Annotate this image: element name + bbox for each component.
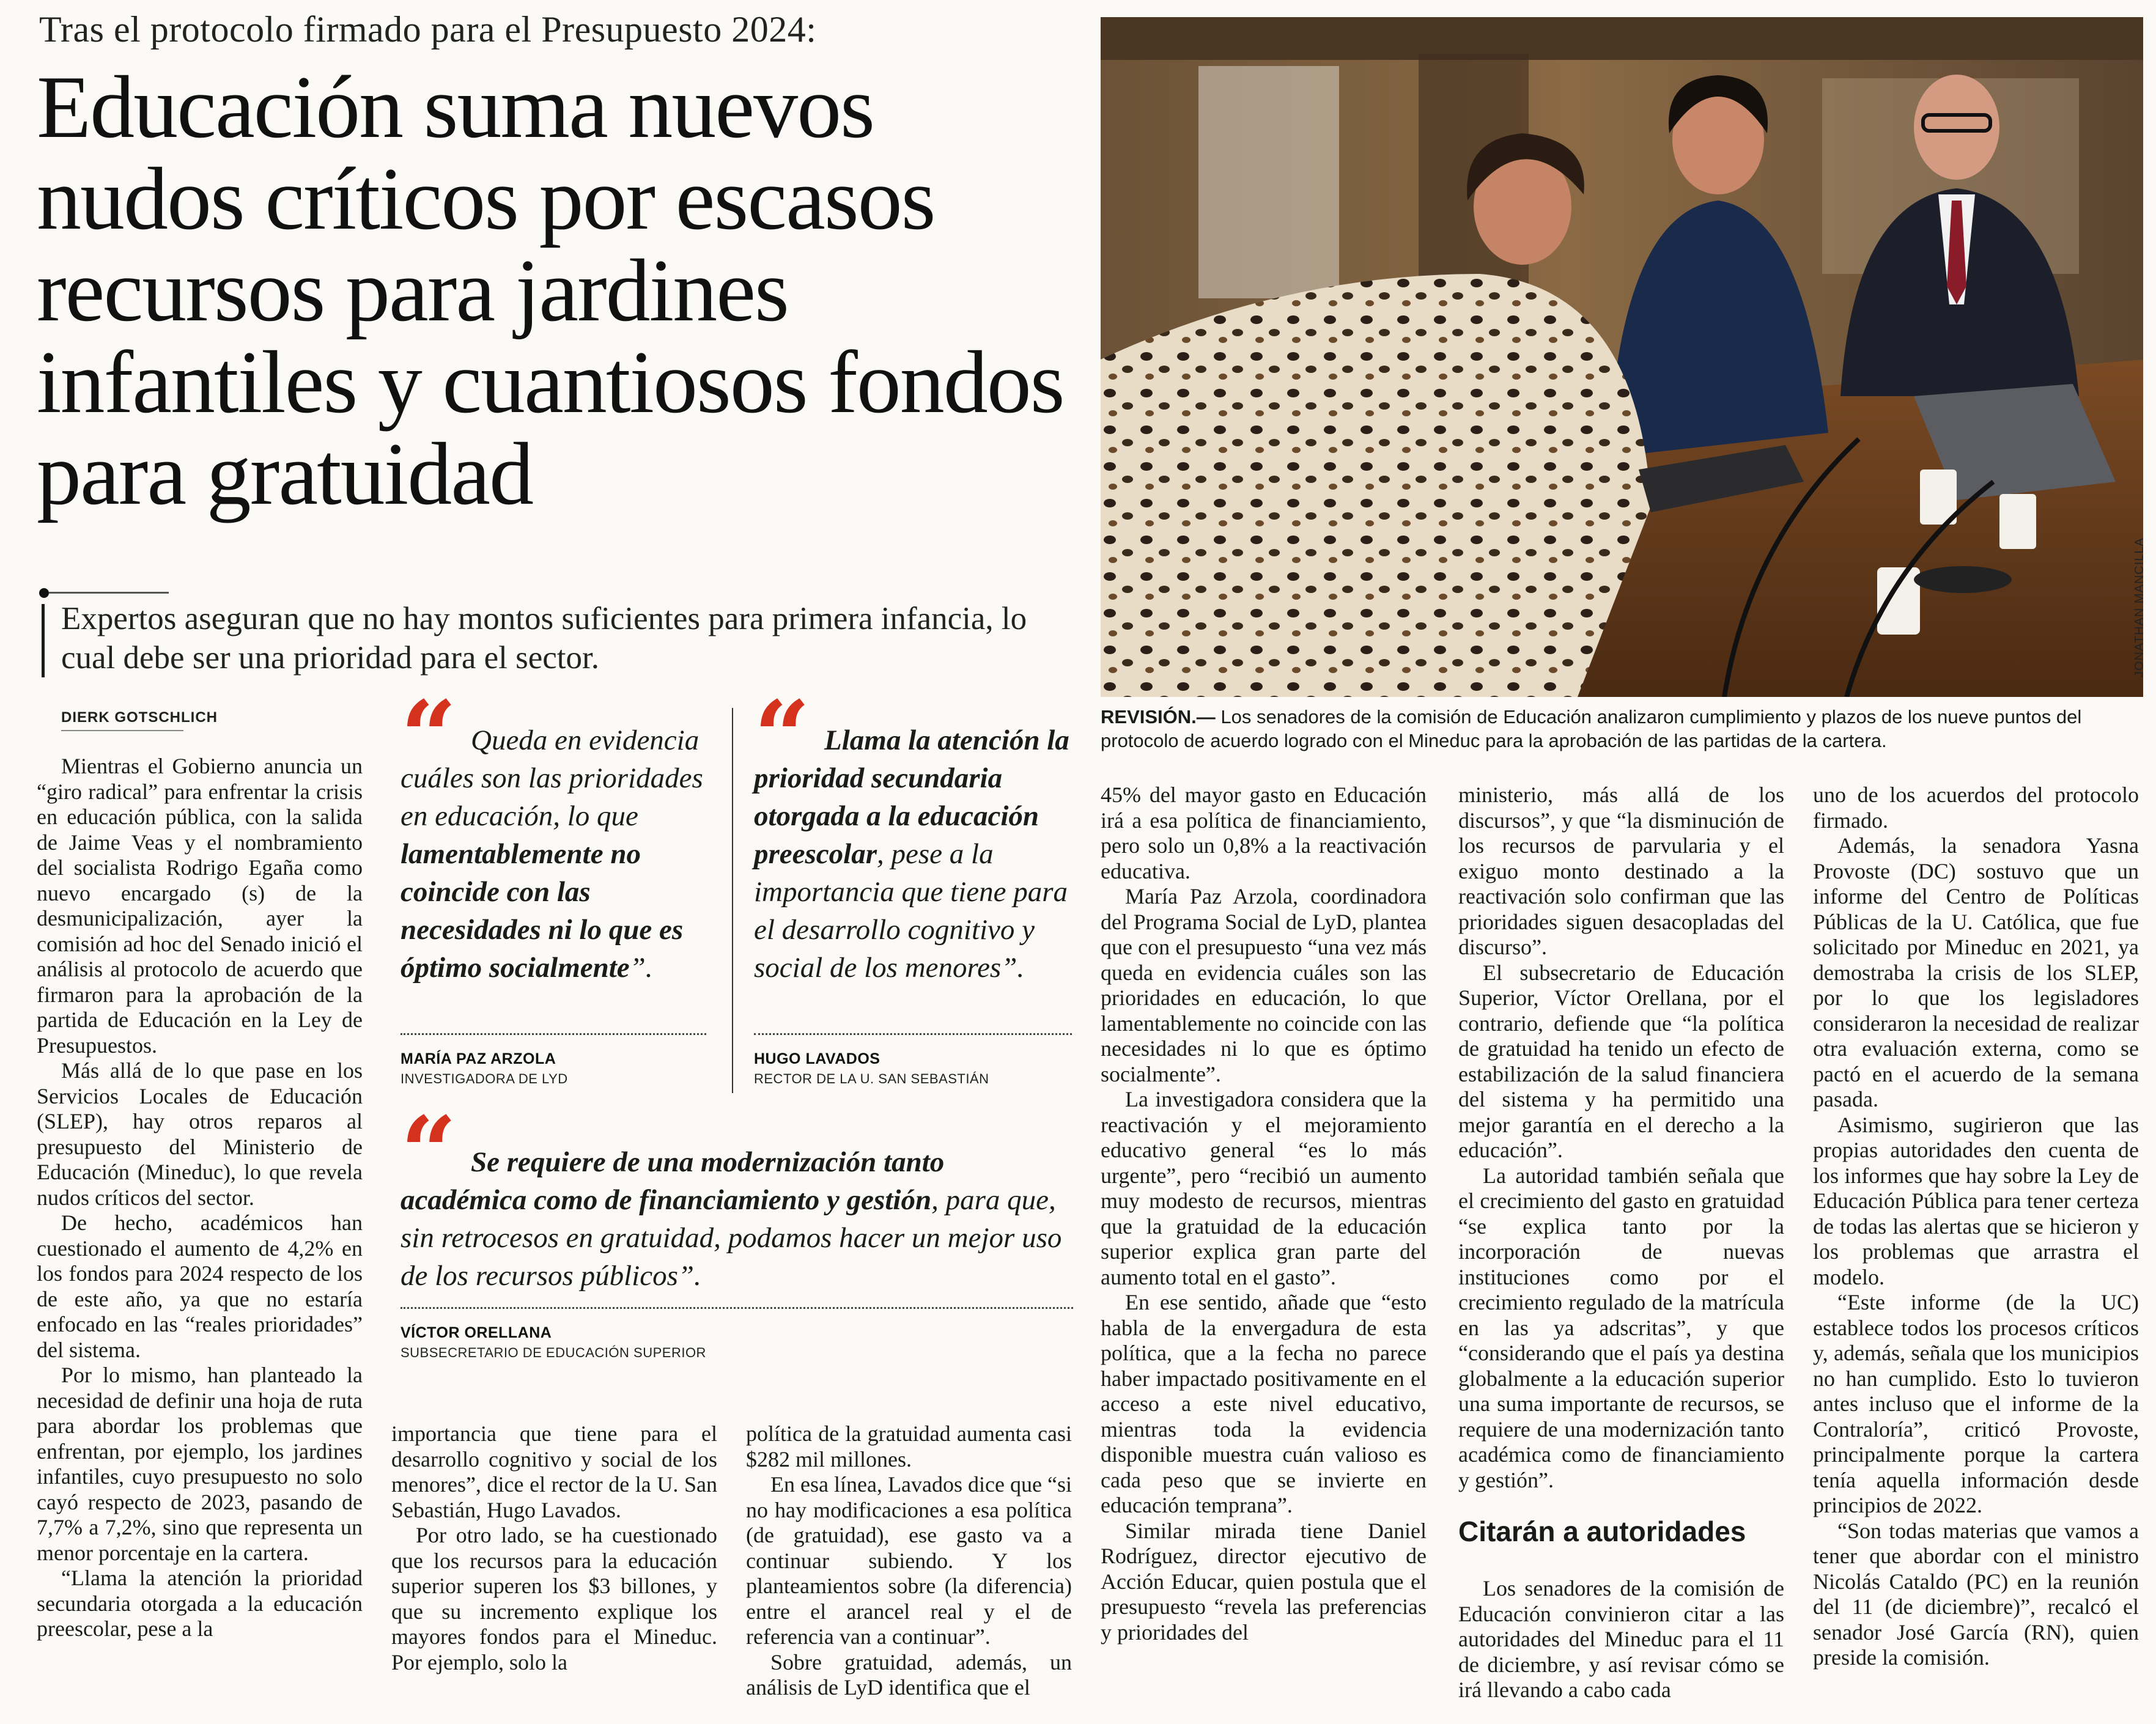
paragraph: “Llama la atención la prioridad secundaria otorgada a la educación preescolar, pese a la: [37, 1566, 363, 1641]
quote-orellana-post: , para que, sin retrocesos en gratuidad, podamos hacer un mejor uso de los recursos públicos”.: [401, 1184, 1062, 1292]
quote-lavados-role: RECTOR DE LA U. SAN SEBASTIÁN: [754, 1071, 989, 1086]
column-1: [37, 754, 363, 1642]
paragraph: Similar mirada tiene Daniel Rodríguez, director ejecutivo de Acción Educar, quien postula que el presupuesto “revela las preferencias y prioridades del: [1101, 1518, 1427, 1645]
quote-lavados-rule: [754, 1033, 1072, 1035]
quote-divider: [732, 708, 733, 1093]
rule-line: [49, 592, 169, 594]
quote-mark-icon: “: [401, 1095, 457, 1210]
column-6: [1813, 783, 2139, 1671]
paragraph: 45% del mayor gasto en Educación irá a esa política de financiamiento, pero solo un 0,8% a la reactivación educativa.: [1101, 783, 1427, 883]
quote-orellana-rule: [401, 1307, 1073, 1309]
quote-orellana-name: VÍCTOR ORELLANA: [401, 1324, 552, 1341]
column-5: [1458, 783, 1784, 1493]
quote-arzola-pre: Queda en evidencia cuáles son las prioridades en educación, lo que: [401, 724, 703, 832]
column-3: [746, 1421, 1072, 1701]
paragraph: uno de los acuerdos del protocolo firmado.: [1813, 783, 2139, 833]
paragraph: importancia que tiene para el desarrollo cognitivo y social de los menores”, dice el rector de la U. San Sebastián, Hugo Lavados.: [391, 1421, 717, 1522]
photo-illustration: [1101, 17, 2143, 697]
subhead: Citarán a autoridades: [1458, 1516, 1746, 1547]
headline: Educación suma nuevos nudos críticos por escasos recursos para jardines infantiles y cuantiosos fondos para gratuidad: [37, 57, 1064, 523]
paragraph: “Son todas materias que vamos a tener que abordar con el ministro Nicolás Cataldo (PC) en la reunión del 11 (de diciembre)”, recalcó el senador José García (RN), quien preside la comisión.: [1813, 1518, 2139, 1670]
column-2: [391, 1421, 717, 1675]
paragraph: “Este informe (de la UC) establece todos los procesos críticos y, además, señala que los municipios no han cumplido. Esto lo tuvieron antes incluso que el informe de la Contraloría”, criticó Provoste, principalmente porque la cartera tenía aquella información desde principios de 2022.: [1813, 1290, 2139, 1517]
paragraph: política de la gratuidad aumenta casi $282 mil millones.: [746, 1421, 1072, 1472]
paragraph: Por otro lado, se ha cuestionado que los recursos para la educación superior superen los $3 billones, y que su incremento explique los mayores fondos para el Mineduc. Por ejemplo, solo la: [391, 1523, 717, 1674]
quote-mark-icon: “: [754, 679, 811, 794]
quote-orellana-bold: Se requiere de una modernización tanto académica como de financiamiento y gestión: [401, 1146, 945, 1216]
paragraph: En esa línea, Lavados dice que “si no hay modificaciones a esa política (de gratuidad), ese gasto va a continuar subiendo. Y los planteamientos sobre (la diferencia) entre el arancel real y el de referencia van a continuar”.: [746, 1472, 1072, 1649]
paragraph: De hecho, académicos han cuestionado el aumento de 4,2% en los fondos para 2024 respecto de los de este año, ya que no estaría enfocado en las “reales prioridades” del sistema.: [37, 1210, 363, 1362]
column-4: [1101, 783, 1427, 1645]
quote-arzola-rule: [401, 1033, 706, 1035]
quote-orellana: [401, 1143, 1073, 1295]
paragraph: Asimismo, sugirieron que las propias autoridades den cuenta de los informes que hay sobre la Ley de Educación Pública para tener certeza de todas las alertas que se hicieron y los problemas que arrastra el modelo.: [1813, 1112, 2139, 1289]
paragraph: El subsecretario de Educación Superior, Víctor Orellana, por el contrario, defiende que “la política de gratuidad ha tenido un efecto de estabilización de la salud financiera del sistema y ha permitido una mejor garantía en el derecho a la educación”.: [1458, 960, 1784, 1162]
paragraph: Sobre gratuidad, además, un análisis de LyD identifica que el: [746, 1649, 1072, 1700]
kicker: Tras el protocolo firmado para el Presupuesto 2024:: [39, 9, 817, 50]
quote-arzola-post: ”.: [629, 952, 653, 984]
paragraph: ministerio, más allá de los discursos”, y que “la disminución de los recursos de parvularia y el exiguo monto destinado a la reactivación solo confirman que las prioridades siguen desacopladas del discurso”.: [1458, 783, 1784, 959]
quote-lavados-name: HUGO LAVADOS: [754, 1050, 880, 1067]
rule-dot: [39, 588, 49, 598]
byline-rule: [61, 730, 183, 731]
caption-lead: REVISIÓN.—: [1101, 706, 1216, 728]
byline: DIERK GOTSCHLICH: [61, 709, 218, 726]
deck: Expertos aseguran que no hay montos suficientes para primera infancia, lo cual debe ser una prioridad para el sector.: [61, 601, 1027, 676]
paragraph: En ese sentido, añade que “esto habla de la envergadura de esta política, que a la fecha no parece haber impactado positivamente en el acceso a este nivel educativo, mientras toda la evidencia disponible muestra cuán valioso es cada peso que se invierte en educación temprana”.: [1101, 1290, 1427, 1517]
paragraph: Mientras el Gobierno anuncia un “giro radical” para enfrentar la crisis en educación pública, con la salida de Jaime Veas y el nombramiento del socialista Rodrigo Egaña como nuevo encargado (s) de la desmunicipalización, ayer la comisión ad hoc del Senado inició el análisis al protocolo de acuerdo que firmaron para la aprobación de la partida de Educación en la Ley de Presupuestos.: [37, 754, 363, 1058]
quote-lavados-post: , pese a la importancia que tiene para el desarrollo cognitivo y social de los menores”.: [754, 838, 1068, 984]
quote-arzola-name: MARÍA PAZ ARZOLA: [401, 1050, 556, 1067]
paragraph: La investigadora considera que la reactivación y el mejoramiento educativo general “es lo más urgente”, pero “recibió un aumento muy modesto de recursos, mientras que la gratuidad de la educación superior explica gran parte del aumento total en el gasto”.: [1101, 1087, 1427, 1289]
quote-lavados-bold: Llama la atención la prioridad secundaria otorgada a la educación preescolar: [754, 724, 1069, 870]
paragraph: Los senadores de la comisión de Educación convinieron citar a las autoridades del Mineduc para el 11 de diciembre, y así revisar cómo se irá llevando a cabo cada: [1458, 1576, 1784, 1702]
column-5b: [1458, 1576, 1784, 1703]
quote-arzola-role: INVESTIGADORA DE LYD: [401, 1071, 568, 1086]
quote-mark-icon: “: [401, 679, 457, 794]
paragraph: Además, la senadora Yasna Provoste (DC) sostuvo que un informe del Centro de Políticas Públicas de la U. Católica, que fue solicitado por Mineduc en 2021, ya demostraba la crisis de los SLEP, por lo que los legisladores consideraron la necesidad de realizar otra evaluación externa, como se pactó en el acuerdo de la semana pasada.: [1813, 833, 2139, 1111]
deck-bar: [42, 604, 45, 677]
quote-lavados: [754, 721, 1072, 987]
photo: [1101, 17, 2143, 697]
photo-credit: JONATHAN MANCILLA: [2133, 537, 2146, 677]
paragraph: Más allá de lo que pase en los Servicios Locales de Educación (SLEP), hay otros reparos al presupuesto del Ministerio de Educación (Mineduc), lo que revela nudos críticos del sector.: [37, 1058, 363, 1210]
caption-text: Los senadores de la comisión de Educación analizaron cumplimiento y plazos de los nueve puntos del protocolo de acuerdo logrado con el Mineduc para la aprobación de las partidas de la cartera.: [1101, 706, 2082, 751]
paragraph: La autoridad también señala que el crecimiento del gasto en gratuidad “se explica tanto por la incorporación de nuevas instituciones como por el crecimiento regulado de la matrícula en las ya adscritas”, y que “considerando que el país ya destina globalmente a la educación superior una suma importante de recursos, se requiere de una modernización tanto académica como de financiamiento y gestión”.: [1458, 1163, 1784, 1492]
quote-arzola-bold: lamentablemente no coincide con las necesidades ni lo que es óptimo socialmente: [401, 838, 684, 984]
paragraph: Por lo mismo, han planteado la necesidad de definir una hoja de ruta para abordar los problemas que enfrentan, por ejemplo, los jardines infantiles, cuyo presupuesto no solo cayó respecto de 2023, pasando de 7,7% a 7,2%, sino que representa un menor porcentaje en la cartera.: [37, 1363, 363, 1565]
quote-arzola: [401, 721, 706, 987]
paragraph: María Paz Arzola, coordinadora del Programa Social de LyD, plantea que con el presupuesto “una vez más queda en evidencia cuáles son las prioridades en educación, lo que lamentablemente no coincide con las necesidades ni lo que es óptimo socialmente”.: [1101, 884, 1427, 1086]
photo-caption: [1101, 705, 2143, 753]
quote-orellana-role: SUBSECRETARIO DE EDUCACIÓN SUPERIOR: [401, 1345, 706, 1360]
